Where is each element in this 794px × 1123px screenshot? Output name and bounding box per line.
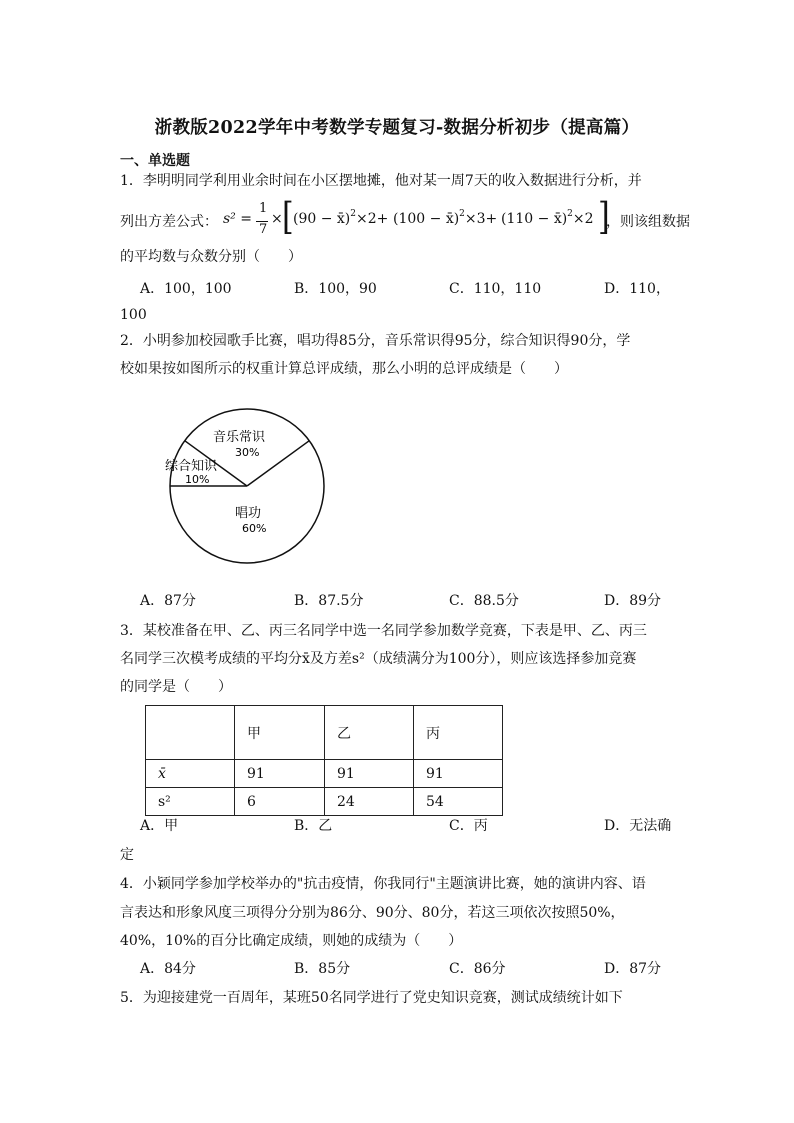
pie-label-general: 综合知识 (165, 459, 218, 474)
q4-line-2: 言表达和形象风度三项得分分别为86分、90分、80分，若这三项依次按照50%， (120, 905, 625, 921)
left-bracket: [ (282, 195, 294, 239)
formula-s2: s² = (223, 211, 252, 227)
q4-line-3: 40%，10%的百分比确定成绩，则她的成绩为（ ） (120, 933, 463, 949)
term-3-exponent: 2 (567, 209, 573, 219)
term-2-tail: ×3+ (464, 211, 498, 227)
table-header-cell: 丙 (414, 706, 503, 760)
table-cell: x̄ (146, 760, 235, 788)
table-cell: s² (146, 788, 235, 816)
table-cell: 24 (325, 788, 414, 816)
q4-option-b[interactable]: B．85分 (294, 961, 351, 977)
table-row (146, 760, 503, 788)
formula-numerator: 1 (259, 201, 268, 216)
table-header-cell (146, 706, 235, 760)
q2-option-c[interactable]: C．88.5分 (449, 593, 519, 609)
pie-pct-music: 30% (235, 446, 260, 459)
q1-option-d[interactable]: D．110， (604, 281, 670, 297)
table-cell: 91 (235, 760, 325, 788)
table-cell: 91 (414, 760, 503, 788)
q4-option-a[interactable]: A．84分 (140, 961, 196, 977)
formula-term-1 (293, 211, 388, 227)
q1-line-1: 1．李明明同学利用业余时间在小区摆地摊，他对某一周7天的收入数据进行分析，并 (120, 173, 642, 189)
term-1-tail: ×2+ (356, 211, 389, 227)
q3-option-b[interactable]: B．乙 (294, 818, 333, 834)
term-1-base: (90 − x̄) (293, 211, 351, 227)
q3-line-3: 的同学是（ ） (120, 679, 232, 695)
term-3-base: (110 − x̄) (501, 211, 568, 227)
table-header-cell: 乙 (325, 706, 414, 760)
q4-option-d[interactable]: D．87分 (604, 961, 662, 977)
right-bracket: ] (598, 195, 610, 239)
pie-pct-general: 10% (185, 473, 210, 486)
q1-option-a[interactable]: A．100，100 (140, 281, 232, 297)
table-cell: 54 (414, 788, 503, 816)
q2-option-d[interactable]: D．89分 (604, 593, 662, 609)
table-header-cell: 甲 (235, 706, 325, 760)
term-2-exponent: 2 (459, 209, 465, 219)
q1-option-b[interactable]: B．100，90 (294, 281, 377, 297)
q3-option-d-wrap: 定 (120, 847, 134, 863)
q2-line-1: 2．小明参加校园歌手比赛，唱功得85分，音乐常识得95分，综合知识得90分，学 (120, 333, 631, 349)
pie-label-singing: 唱功 (235, 506, 262, 521)
term-1-exponent: 2 (350, 209, 356, 219)
q3-option-a[interactable]: A．甲 (140, 818, 179, 834)
term-3-tail: ×2 (572, 211, 594, 227)
formula-prefix: 列出方差公式： (120, 214, 218, 230)
table-row (146, 788, 503, 816)
q1-option-d-wrap: 100 (120, 307, 147, 323)
table-header-row (146, 706, 503, 760)
q3-option-c[interactable]: C．丙 (449, 818, 488, 834)
q2-option-b[interactable]: B．87.5分 (294, 593, 364, 609)
q2-line-2: 校如果按如图所示的权重计算总评成绩，那么小明的总评成绩是（ ） (120, 361, 568, 377)
document-title: 浙教版2022学年中考数学专题复习-数据分析初步（提高篇） (154, 118, 640, 138)
table-cell: 6 (235, 788, 325, 816)
pie-pct-singing: 60% (242, 522, 267, 535)
formula-times: × (271, 211, 283, 227)
term-2-base: (100 − x̄) (393, 211, 460, 227)
q4-line-1: 4．小颖同学参加学校举办的"抗击疫情，你我同行"主题演讲比赛，她的演讲内容、语 (120, 876, 646, 892)
q3-line-1: 3．某校准备在甲、乙、丙三名同学中选一名同学参加数学竞赛，下表是甲、乙、丙三 (120, 623, 647, 639)
score-table (145, 705, 503, 816)
formula-denominator: 7 (259, 222, 268, 237)
section-heading: 一、单选题 (120, 153, 190, 169)
q3-option-d[interactable]: D．无法确 (604, 818, 672, 834)
q3-line-2: 名同学三次模考成绩的平均分x̄及方差s²（成绩满分为100分），则应该选择参加竞赛 (120, 651, 637, 667)
q4-option-c[interactable]: C．86分 (449, 961, 506, 977)
q5-line-1: 5．为迎接建党一百周年，某班50名同学进行了党史知识竞赛，测试成绩统计如下 (120, 990, 623, 1006)
formula-suffix: ，则该组数据 (606, 214, 690, 230)
formula-term-2 (393, 211, 497, 227)
table-cell: 91 (325, 760, 414, 788)
q1-variance-formula (120, 195, 690, 241)
formula-term-3 (501, 211, 594, 227)
q1-line-3: 的平均数与众数分别（ ） (120, 249, 302, 265)
q2-option-a[interactable]: A．87分 (140, 593, 196, 609)
weight-pie-chart (165, 405, 330, 570)
pie-label-music: 音乐常识 (213, 430, 266, 445)
q1-option-c[interactable]: C．110，110 (449, 281, 542, 297)
